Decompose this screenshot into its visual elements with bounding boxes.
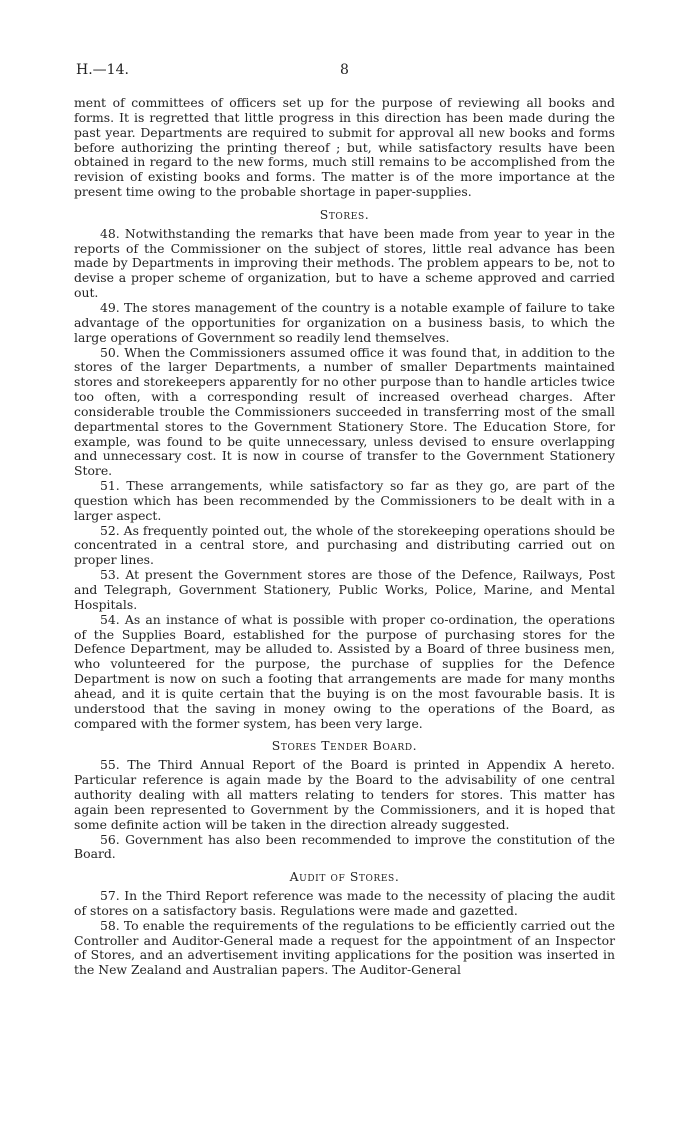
paragraph-52: 52. As frequently pointed out, the whole of the storekeeping operations should be concentrated in a central store, and purchasing and distributing carried out on proper lines.: [74, 522, 615, 568]
page-header: [76, 62, 616, 82]
paragraph-55: 55. The Third Annual Report of the Board is printed in Appendix A hereto. Particular reference is again made by the Board to the advisability of one central authority dealing with all matters relating to tenders for stores. This matter has again been represented to Government by the Commissioners, and it is hoped that some definite action will be taken in the direction already suggested.: [74, 757, 615, 832]
section-heading-stores-tender-board: Stores Tender Board.: [271, 738, 418, 754]
report-reference: H.—14.: [76, 62, 129, 78]
paragraph-50: 50. When the Commissioners assumed office it was found that, in addition to the stores of the larger Departments, a number of smaller Departments maintained stores and storekeepers apparently for no other purpose than to handle articles twice too often, with a corresponding result of increased overhead charges. After considerable trouble the Commissioners succeeded in transferring most of the small departmental stores to the Government Stationery Store. The Education Store, for example, was found to be quite unnecessary, unless devised to ensure overlapping and unnecessary cost. It is now in course of transfer to the Government Stationery Store.: [74, 344, 615, 479]
page-body: [74, 96, 615, 978]
paragraph-49: 49. The stores management of the country is a notable example of failure to take advantage of the opportunities for organization on a business basis, to which the large operations of Government so readily lend themselves.: [74, 299, 615, 345]
page-number: 8: [340, 62, 349, 78]
paragraph-48: 48. Notwithstanding the remarks that have been made from year to year in the reports of the Commissioner on the subject of stores, little real advance has been made by Departments in improving their methods. The problem appears to be, not to devise a proper scheme of organization, but to have a scheme approved and carried out.: [74, 225, 615, 301]
paragraph-continued: ment of committees of officers set up for the purpose of reviewing all books and forms. It is regretted that little progress in this direction has been made during the past year. Departments are required to submit for approval all new books and forms before authorizing the printing thereof ; but, while satisfactory results have been obtained in regard to the new forms, much still remains to be accomplished from the revision of existing books and forms. The matter is of the more importance at the present time owing to the probable shortage in paper-supplies.: [74, 95, 615, 200]
paragraph-53: 53. At present the Government stores are those of the Defence, Railways, Post and Telegraph, Government Stationery, Public Works, Police, Marine, and Mental Hospitals.: [74, 567, 615, 612]
paragraph-51: 51. These arrangements, while satisfactory so far as they go, are part of the question which has been recommended by the Commissioners to be dealt with in a larger aspect.: [74, 478, 615, 523]
section-heading-stores: Stores.: [319, 206, 370, 222]
paragraph-58: 58. To enable the requirements of the regulations to be efficiently carried out the Controller and Auditor-General made a request for the appointment of an Inspector of Stores, and an advertisement inviting applications for the position was inserted in the New Zealand and Australian papers. The Auditor-General: [74, 917, 615, 978]
paragraph-57: 57. In the Third Report reference was made to the necessity of placing the audit of stores on a satisfactory basis. Regulations were made and gazetted.: [74, 888, 615, 918]
paragraph-54: 54. As an instance of what is possible with proper co-ordination, the operations of the Supplies Board, established for the purpose of purchasing stores for the Defence Department, may be alluded to. Assisted by a Board of three business men, who volunteered for the purpose, the purchase of supplies for the Defence Department is now on such a footing that arrangements are made for many months ahead, and it is quite certain that the buying is on the most favourable basis. It is understood that the saving in money owing to the operations of the Board, as compared with the former system, has been very large.: [74, 611, 615, 731]
section-heading-audit-of-stores: Audit of Stores.: [289, 869, 400, 885]
paragraph-56: 56. Government has also been recommended to improve the constitution of the Board.: [74, 831, 615, 862]
